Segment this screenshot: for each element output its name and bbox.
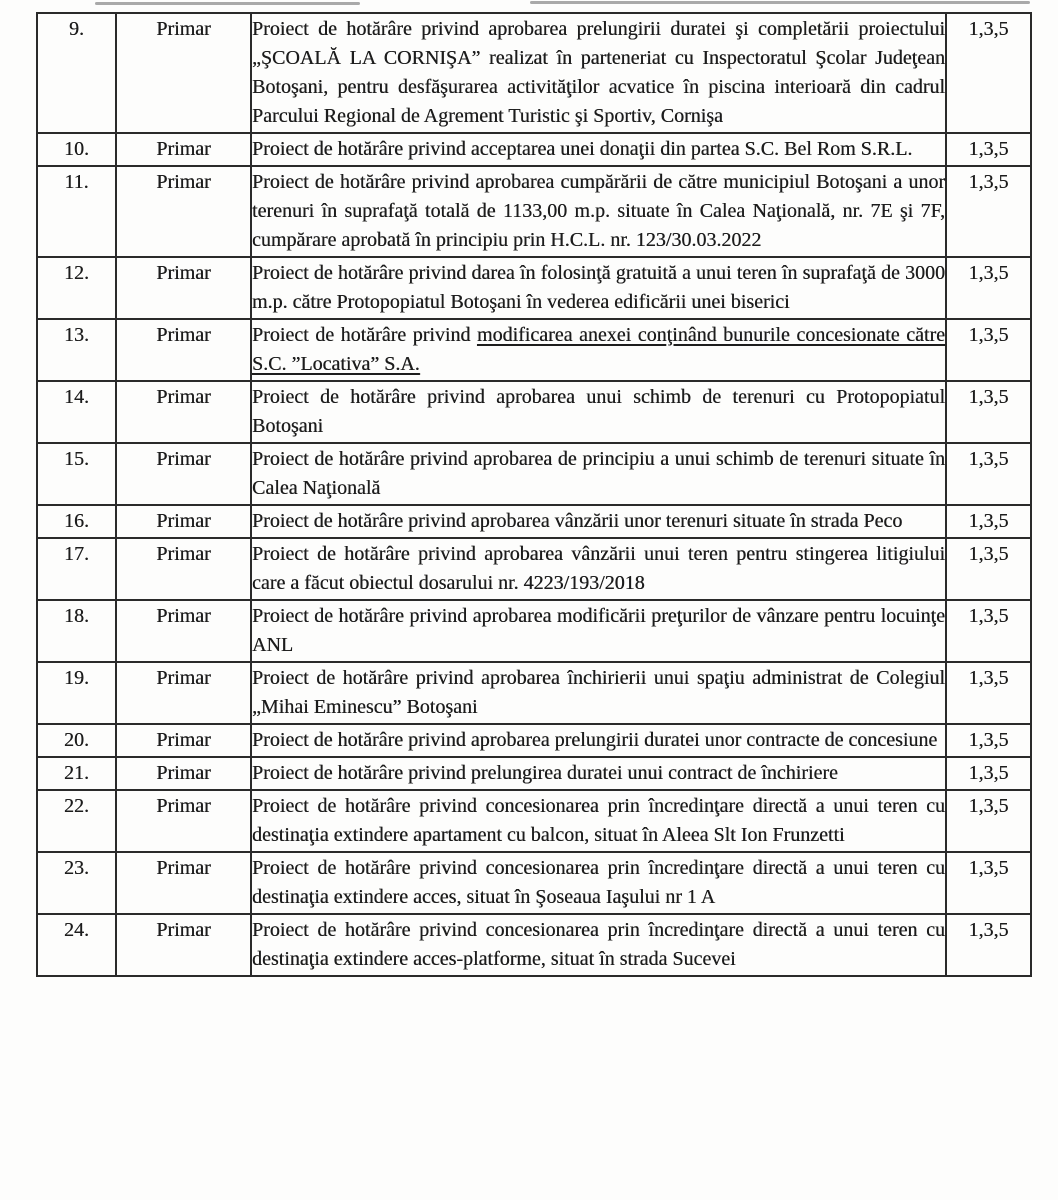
- row-avize-cell: [946, 166, 1031, 257]
- row-initiator-cell: [116, 505, 251, 538]
- row-number: 18.: [64, 605, 89, 627]
- row-number: 17.: [64, 543, 89, 565]
- row-initiator-cell: [116, 914, 251, 976]
- row-number-cell: [37, 505, 116, 538]
- row-initiator: Primar: [156, 857, 211, 879]
- table-row: [37, 852, 1031, 914]
- row-initiator: Primar: [156, 795, 211, 817]
- row-number: 23.: [64, 857, 89, 879]
- row-title: [252, 543, 945, 594]
- row-initiator-cell: [116, 757, 251, 790]
- row-avize: 1,3,5: [968, 138, 1009, 160]
- row-title: [252, 795, 945, 846]
- row-avize-cell: [946, 319, 1031, 381]
- row-initiator-cell: [116, 133, 251, 166]
- row-avize: 1,3,5: [968, 324, 1009, 346]
- table-row: [37, 505, 1031, 538]
- row-initiator: Primar: [156, 171, 211, 193]
- row-number: 22.: [64, 795, 89, 817]
- row-title-cell: [251, 724, 946, 757]
- table-row: [37, 13, 1031, 133]
- row-avize: 1,3,5: [968, 919, 1009, 941]
- row-initiator: Primar: [156, 543, 211, 565]
- row-number-cell: [37, 381, 116, 443]
- table-row: [37, 443, 1031, 505]
- row-title-cell: [251, 538, 946, 600]
- row-title: [252, 667, 945, 718]
- row-number: 14.: [64, 386, 89, 408]
- row-initiator-cell: [116, 166, 251, 257]
- row-title-cell: [251, 757, 946, 790]
- row-title: [252, 919, 945, 970]
- table-row: [37, 319, 1031, 381]
- row-initiator-cell: [116, 13, 251, 133]
- row-title: [252, 605, 945, 656]
- row-avize: 1,3,5: [968, 171, 1009, 193]
- row-title-cell: [251, 443, 946, 505]
- row-title: [252, 18, 945, 127]
- row-avize: 1,3,5: [968, 762, 1009, 784]
- row-number: 10.: [64, 138, 89, 160]
- title-segment: Proiect de hotărâre privind concesionarea prin încredinţare directă a unui teren cu destinaţia extindere apartament cu balcon, situat în Aleea Slt Ion Frunzetti: [252, 795, 945, 846]
- row-avize: 1,3,5: [968, 448, 1009, 470]
- table-row: [37, 600, 1031, 662]
- row-initiator: Primar: [156, 262, 211, 284]
- table-row: [37, 914, 1031, 976]
- table-row: [37, 790, 1031, 852]
- row-number-cell: [37, 133, 116, 166]
- row-title: [252, 510, 902, 532]
- title-segment: Proiect de hotărâre privind aprobarea prelungirii duratei unor contracte de concesiune: [252, 729, 938, 751]
- row-initiator-cell: [116, 319, 251, 381]
- row-initiator: Primar: [156, 605, 211, 627]
- row-title-cell: [251, 914, 946, 976]
- decision-table-body: [37, 13, 1031, 976]
- row-avize-cell: [946, 443, 1031, 505]
- scan-crop-artifact-line: [95, 2, 360, 5]
- row-number: 20.: [64, 729, 89, 751]
- decision-table: [36, 12, 1032, 977]
- row-number-cell: [37, 757, 116, 790]
- title-segment: Proiect de hotărâre privind aprobarea vânzării unor terenuri situate în strada Peco: [252, 510, 903, 532]
- title-underlined-segment: modificarea anexei conţinând bunurile concesionate către S.C. ”Locativa” S.A.: [252, 324, 945, 375]
- row-avize-cell: [946, 757, 1031, 790]
- row-number-cell: [37, 13, 116, 133]
- row-number-cell: [37, 724, 116, 757]
- row-title-cell: [251, 257, 946, 319]
- table-row: [37, 757, 1031, 790]
- title-segment: Proiect de hotărâre privind concesionarea prin încredinţare directă a unui teren cu destinaţia extindere acces, situat în Şoseaua Iaşului nr 1 A: [252, 857, 945, 908]
- table-row: [37, 166, 1031, 257]
- row-title: [252, 262, 945, 313]
- row-title: [252, 386, 945, 437]
- row-title-cell: [251, 13, 946, 133]
- row-initiator-cell: [116, 662, 251, 724]
- row-number: 19.: [64, 667, 89, 689]
- row-number-cell: [37, 443, 116, 505]
- row-number-cell: [37, 914, 116, 976]
- row-avize: 1,3,5: [968, 667, 1009, 689]
- row-initiator: Primar: [156, 138, 211, 160]
- row-avize-cell: [946, 852, 1031, 914]
- row-initiator: Primar: [156, 729, 211, 751]
- row-initiator: Primar: [156, 448, 211, 470]
- row-title: [252, 762, 838, 784]
- row-title: [252, 324, 945, 375]
- title-segment: Proiect de hotărâre privind aprobarea prelungirii duratei şi completării proiectului „ŞCOALĂ LA CORNIŞA” realizat în parteneriat cu Inspectoratul Şcolar Judeţean Botoşani, pentru desfăşurarea activităţilor acvatice în piscina interioară din cadrul Parcului Regional de Agrement Turistic şi Sportiv, Cornişa: [252, 18, 945, 127]
- row-initiator: Primar: [156, 919, 211, 941]
- row-initiator: Primar: [156, 324, 211, 346]
- title-segment: Proiect de hotărâre privind concesionarea prin încredinţare directă a unui teren cu destinaţia extindere acces-platforme, situat în strada Sucevei: [252, 919, 945, 970]
- row-title-cell: [251, 133, 946, 166]
- row-number-cell: [37, 319, 116, 381]
- title-segment: Proiect de hotărâre privind aprobarea închirierii unui spaţiu administrat de Colegiul „Mihai Eminescu” Botoşani: [252, 667, 945, 718]
- row-title-cell: [251, 381, 946, 443]
- row-title: [252, 138, 912, 160]
- row-number: 13.: [64, 324, 89, 346]
- row-number-cell: [37, 790, 116, 852]
- title-segment: Proiect de hotărâre privind darea în folosinţă gratuită a unui teren în suprafaţă de 3000 m.p. către Protopopiatul Botoşani în vederea edificării unei biserici: [252, 262, 945, 313]
- row-title-cell: [251, 505, 946, 538]
- row-title-cell: [251, 600, 946, 662]
- row-title-cell: [251, 319, 946, 381]
- row-avize-cell: [946, 381, 1031, 443]
- row-avize-cell: [946, 505, 1031, 538]
- row-number: 16.: [64, 510, 89, 532]
- row-avize-cell: [946, 600, 1031, 662]
- row-initiator-cell: [116, 443, 251, 505]
- row-avize-cell: [946, 133, 1031, 166]
- title-segment: Proiect de hotărâre privind prelungirea duratei unui contract de închiriere: [252, 762, 838, 784]
- row-avize: 1,3,5: [968, 543, 1009, 565]
- row-avize: 1,3,5: [968, 510, 1009, 532]
- table-row: [37, 662, 1031, 724]
- row-title-cell: [251, 852, 946, 914]
- title-segment: Proiect de hotărâre privind aprobarea unui schimb de terenuri cu Protopopiatul Botoşani: [252, 386, 945, 437]
- row-number-cell: [37, 538, 116, 600]
- row-number-cell: [37, 257, 116, 319]
- row-initiator: Primar: [156, 667, 211, 689]
- row-initiator-cell: [116, 257, 251, 319]
- row-number-cell: [37, 662, 116, 724]
- row-title-cell: [251, 790, 946, 852]
- row-title: [252, 171, 945, 251]
- row-initiator: Primar: [156, 18, 211, 40]
- table-row: [37, 257, 1031, 319]
- title-segment: Proiect de hotărâre privind aprobarea modificării preţurilor de vânzare pentru locuinţe ANL: [252, 605, 945, 656]
- row-avize-cell: [946, 257, 1031, 319]
- row-initiator: Primar: [156, 510, 211, 532]
- table-row: [37, 538, 1031, 600]
- table-row: [37, 381, 1031, 443]
- row-number: 11.: [64, 171, 89, 193]
- row-avize: 1,3,5: [968, 605, 1009, 627]
- title-segment: Proiect de hotărâre privind aprobarea cumpărării de către municipiul Botoşani a unor terenuri în suprafaţă totală de 1133,00 m.p. situate în Calea Naţională, nr. 7E şi 7F, cumpărare aprobată în principiu prin H.C.L. nr. 123/30.03.2022: [252, 171, 945, 251]
- row-initiator-cell: [116, 724, 251, 757]
- row-number: 24.: [64, 919, 89, 941]
- row-initiator-cell: [116, 538, 251, 600]
- table-row: [37, 724, 1031, 757]
- table-row: [37, 133, 1031, 166]
- row-avize: 1,3,5: [968, 18, 1009, 40]
- row-title: [252, 729, 937, 751]
- row-initiator-cell: [116, 600, 251, 662]
- row-avize-cell: [946, 662, 1031, 724]
- row-number: 12.: [64, 262, 89, 284]
- row-avize: 1,3,5: [968, 262, 1009, 284]
- row-avize: 1,3,5: [968, 729, 1009, 751]
- row-initiator: Primar: [156, 762, 211, 784]
- title-segment: Proiect de hotărâre privind aprobarea de principiu a unui schimb de terenuri situate în Calea Naţională: [252, 448, 945, 499]
- row-avize: 1,3,5: [968, 795, 1009, 817]
- row-avize-cell: [946, 724, 1031, 757]
- scan-crop-artifact-line: [530, 1, 1030, 4]
- row-initiator-cell: [116, 790, 251, 852]
- row-title-cell: [251, 166, 946, 257]
- title-segment: Proiect de hotărâre privind aprobarea vânzării unui teren pentru stingerea litigiului care a făcut obiectul dosarului nr. 4223/193/2018: [252, 543, 945, 594]
- row-avize: 1,3,5: [968, 386, 1009, 408]
- row-avize-cell: [946, 914, 1031, 976]
- row-title: [252, 857, 945, 908]
- row-initiator-cell: [116, 381, 251, 443]
- row-avize: 1,3,5: [968, 857, 1009, 879]
- row-initiator: Primar: [156, 386, 211, 408]
- row-number-cell: [37, 852, 116, 914]
- title-segment: Proiect de hotărâre privind acceptarea unei donaţii din partea S.C. Bel Rom S.R.L.: [252, 138, 913, 160]
- row-number: 15.: [64, 448, 89, 470]
- row-title-cell: [251, 662, 946, 724]
- row-number: 9.: [69, 18, 84, 40]
- row-avize-cell: [946, 538, 1031, 600]
- title-segment: Proiect de hotărâre privind: [252, 324, 477, 346]
- row-avize-cell: [946, 790, 1031, 852]
- row-avize-cell: [946, 13, 1031, 133]
- row-number: 21.: [64, 762, 89, 784]
- row-title: [252, 448, 945, 499]
- row-initiator-cell: [116, 852, 251, 914]
- row-number-cell: [37, 600, 116, 662]
- row-number-cell: [37, 166, 116, 257]
